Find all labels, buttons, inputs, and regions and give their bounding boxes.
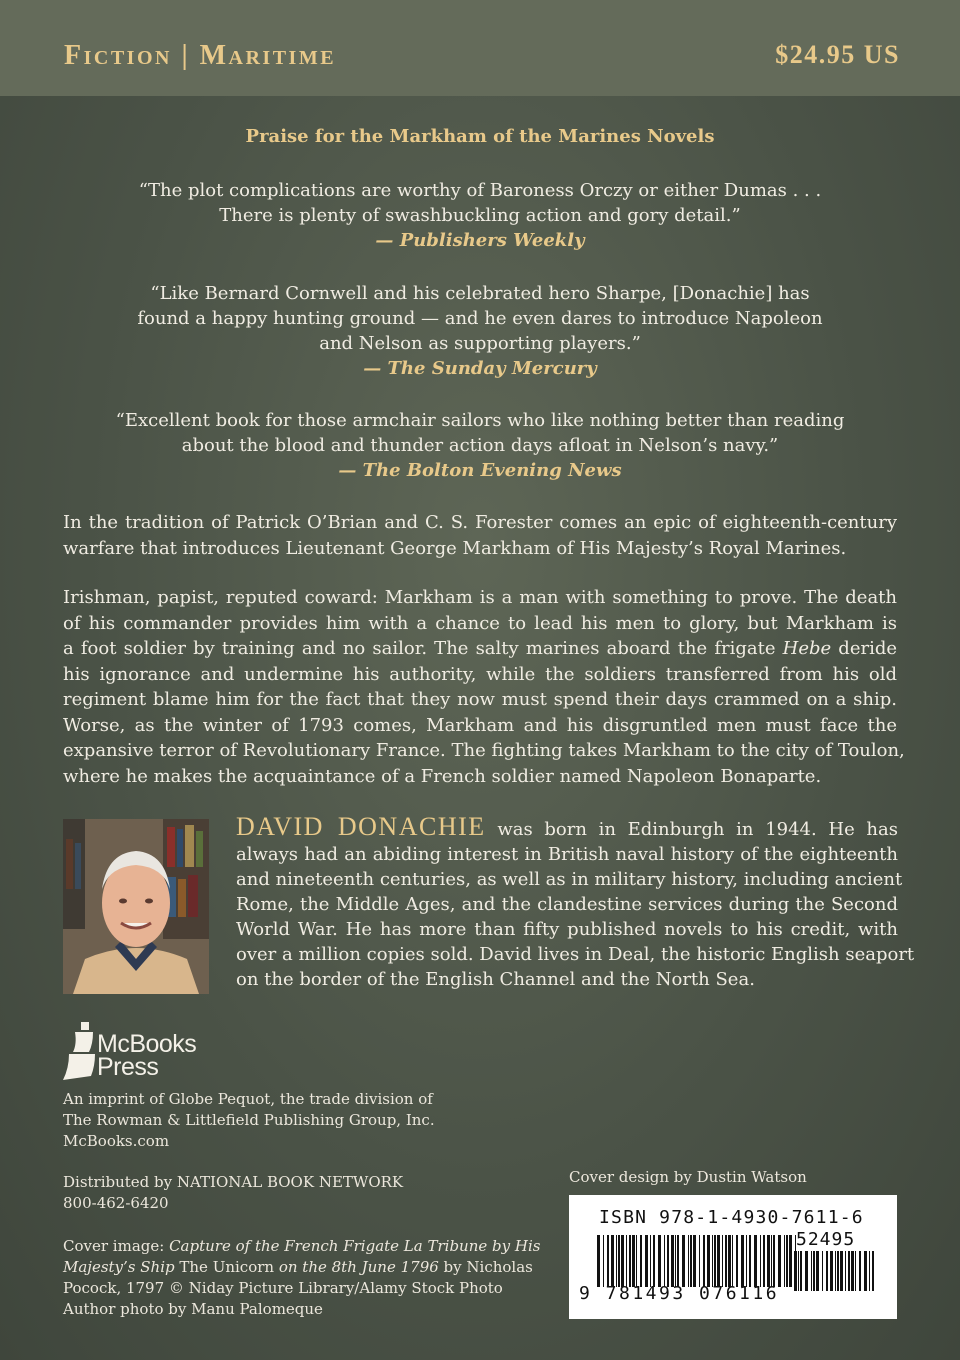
- painting-date: on the 8th June 1796: [278, 1258, 439, 1276]
- quote-line: “Excellent book for those armchair sailors who like nothing better than reading: [115, 410, 845, 431]
- quote-line: “Like Bernard Cornwell and his celebrated hero Sharpe, [Donachie] has: [150, 283, 810, 304]
- bio-line: Rome, the Middle Ages, and the clandestine services during the Second: [236, 894, 898, 915]
- author-photo-credit: Author photo by Manu Palomeque: [63, 1300, 323, 1318]
- ean-barcode-bars-icon: [597, 1235, 797, 1287]
- credit-line: [63, 1236, 543, 1257]
- cover-design-credit: Cover design by Dustin Watson: [569, 1168, 807, 1186]
- imprint-info: [63, 1089, 435, 1152]
- distribution-info: [63, 1172, 403, 1214]
- paragraph-line: where he makes the acquaintance of a French soldier named Napoleon Bonaparte.: [63, 765, 822, 787]
- credit-label: Cover image:: [63, 1237, 170, 1255]
- quote-publishers-weekly: [80, 178, 880, 253]
- quote-source: — Publishers Weekly: [375, 230, 585, 251]
- logo-line: Press: [97, 1053, 159, 1081]
- paragraph-line: of his commander provides him with a chance to lead his men to glory, but Markham is: [63, 612, 897, 634]
- synopsis-paragraph: [63, 585, 905, 789]
- bio-line: and nineteenth centuries, as well as in military history, including ancient: [236, 869, 903, 890]
- price-addon-bars-icon: [794, 1251, 876, 1291]
- top-bar: [0, 0, 960, 96]
- painting-title: Capture of the French Frigate La Tribune by His: [169, 1237, 541, 1255]
- quote-source: — The Sunday Mercury: [363, 358, 597, 379]
- painting-title-cont: Majesty’s Ship: [63, 1258, 175, 1276]
- paragraph-line: Irishman, papist, reputed coward: Markham is a man with something to prove. The death: [63, 587, 897, 608]
- ean-number: 9 781493 076116: [579, 1283, 780, 1304]
- ship-name: Hebe: [782, 638, 832, 659]
- bio-line: World War. He has more than fifty published novels to his credit, with: [236, 919, 898, 940]
- author-name: DAVID DONACHIE: [236, 812, 486, 841]
- imprint-line: The Rowman & Littlefield Publishing Group, Inc.: [63, 1111, 435, 1129]
- publisher-website: McBooks.com: [63, 1132, 170, 1150]
- paragraph-text: a foot soldier by training and no sailor. The salty marines aboard the frigate: [63, 638, 783, 659]
- paragraph-line: warfare that introduces Lieutenant George Markham of His Majesty’s Royal Marines.: [63, 537, 847, 559]
- distributor: Distributed by NATIONAL BOOK NETWORK: [63, 1173, 404, 1191]
- imprint-line: An imprint of Globe Pequot, the trade division of: [63, 1090, 433, 1108]
- paragraph-line: regiment blame him for the fact that they now must spend their days crammed on a ship.: [63, 689, 897, 710]
- bio-line: [236, 814, 898, 842]
- quote-line: found a happy hunting ground — and he even dares to introduce Napoleon: [137, 308, 823, 329]
- ship-title: The Unicorn: [174, 1258, 279, 1276]
- price-addon-number: 52495: [796, 1229, 856, 1250]
- quote-sunday-mercury: [80, 281, 880, 381]
- publisher-logo-text: [97, 1030, 197, 1081]
- bio-line: over a million copies sold. David lives in Deal, the historic English seaport: [236, 944, 915, 965]
- quote-line: about the blood and thunder action days afloat in Nelson’s navy.”: [181, 435, 779, 456]
- isbn-number: ISBN 978-1-4930-7611-6: [599, 1207, 864, 1228]
- genre-label: Fiction | Maritime: [64, 40, 337, 71]
- author-photo: [63, 819, 209, 994]
- quote-line: and Nelson as supporting players.”: [319, 333, 641, 354]
- paragraph-line: [63, 636, 897, 662]
- quote-line: “The plot complications are worthy of Baroness Orczy or either Dumas . . .: [138, 180, 822, 201]
- distributor-phone: 800-462-6420: [63, 1194, 169, 1212]
- logo-line: McBooks: [97, 1030, 197, 1058]
- author-bio: [236, 812, 915, 992]
- praise-heading: Praise for the Markham of the Marines Novels: [245, 126, 715, 147]
- paragraph-line: expansive terror of Revolutionary France. The fighting takes Markham to the city of Toulon,: [63, 740, 905, 761]
- image-credits: [63, 1236, 543, 1320]
- paragraph-line: In the tradition of Patrick O’Brian and C. S. Forester comes an epic of eighteenth-century: [63, 512, 897, 533]
- bio-line: always had an abiding interest in British naval history of the eighteenth: [236, 844, 898, 865]
- isbn-barcode: [569, 1195, 897, 1319]
- intro-paragraph: [63, 510, 897, 561]
- paragraph-line: his ignorance and undermine his authority, while the soldiers transferred from his old: [63, 663, 897, 685]
- credit-line: Pocock, 1797 © Niday Picture Library/Alamy Stock Photo: [63, 1279, 503, 1297]
- quote-line: There is plenty of swashbuckling action and gory detail.”: [219, 205, 741, 226]
- credit-line: [63, 1257, 543, 1278]
- painter: by Nicholas: [438, 1258, 533, 1276]
- author-portrait-icon: [63, 819, 209, 994]
- price-label: $24.95 US: [775, 40, 900, 69]
- bio-text: was born in Edinburgh in 1944. He has: [485, 819, 898, 840]
- quote-bolton-evening-news: [80, 408, 880, 483]
- paragraph-text: deride: [831, 638, 898, 659]
- bio-line: on the border of the English Channel and the North Sea.: [236, 969, 755, 990]
- paragraph-line: Worse, as the winter of 1793 comes, Markham and his disgruntled men must face the: [63, 714, 897, 736]
- quote-source: — The Bolton Evening News: [338, 460, 622, 481]
